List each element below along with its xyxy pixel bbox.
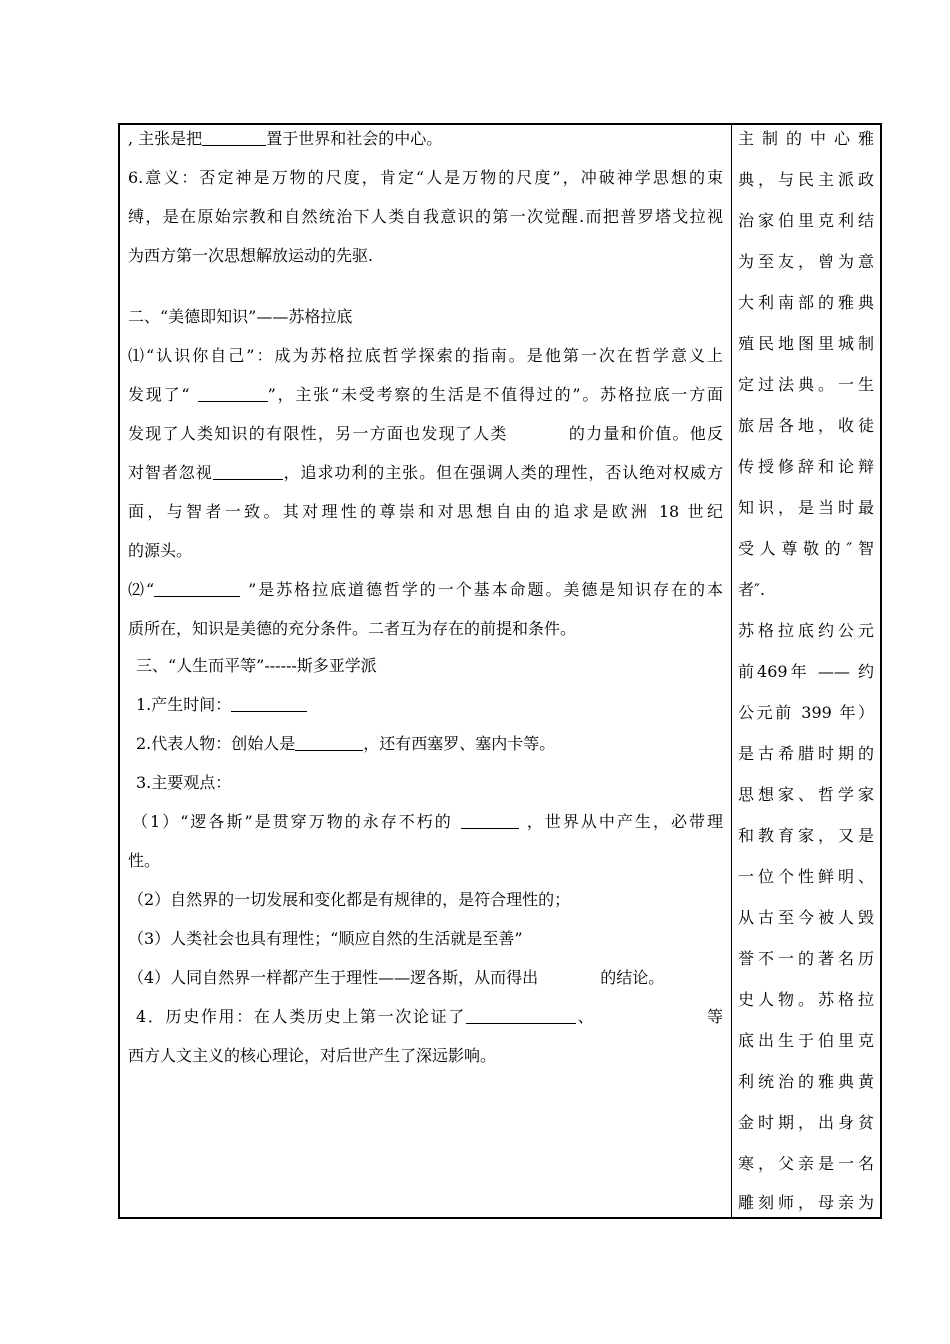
side-note-line: 大利南部的雅典 bbox=[738, 293, 874, 312]
fill-blank bbox=[466, 1007, 576, 1024]
side-note-line: 雕刻师，母亲为 bbox=[738, 1193, 874, 1212]
side-note-line: 传授修辞和论辩 bbox=[738, 457, 874, 476]
side-note-line: 寒，父亲是一名 bbox=[738, 1154, 874, 1173]
text-line: （2）自然界的一切发展和变化都是有规律的，是符合理性的； bbox=[128, 890, 571, 909]
side-note-line: 前469年 —— 约 bbox=[738, 662, 874, 681]
text-line: 面，与智者一致。其对理性的尊崇和对思想自由的追求是欧洲 18 世纪 bbox=[128, 502, 723, 521]
section-heading: 三、“人生而平等”------斯多亚学派 bbox=[136, 656, 377, 675]
side-note-line: 定过法典。一生 bbox=[738, 375, 874, 394]
fill-blank bbox=[231, 695, 307, 712]
text-line: 性。 bbox=[128, 851, 161, 870]
side-note-line: 知识，是当时最 bbox=[738, 498, 874, 517]
side-note-line: 治家伯里克利结 bbox=[738, 211, 874, 230]
text-line: 缚，是在原始宗教和自然统治下人类自我意识的第一次觉醒.而把普罗塔戈拉视 bbox=[128, 207, 723, 226]
text-line: 为西方第一次思想解放运动的先驱. bbox=[128, 246, 374, 265]
side-note-line: 从古至今被人毁 bbox=[738, 908, 874, 927]
side-note-line: 誉不一的著名历 bbox=[738, 949, 874, 968]
side-note-line: 利统治的雅典黄 bbox=[738, 1072, 874, 1091]
side-note-line: 思想家、哲学家 bbox=[738, 785, 874, 804]
side-note-line: 者″. bbox=[738, 580, 766, 599]
side-note-line: 殖民地图里城制 bbox=[738, 334, 874, 353]
text-line: 6.意义：否定神是万物的尺度，肯定“人是万物的尺度”，冲破神学思想的束 bbox=[128, 168, 723, 187]
text-line: 发现了“ ”，主张“未受考察的生活是不值得过的”。苏格拉底一方面 bbox=[128, 385, 723, 404]
fill-blank bbox=[213, 463, 283, 480]
text-line: ⑴“认识你自己”：成为苏格拉底哲学探索的指南。是他第一次在哲学意义上 bbox=[128, 346, 723, 365]
text-line: , 主张是把 置于世界和社会的中心。 bbox=[128, 129, 443, 148]
text-line: 的源头。 bbox=[128, 541, 193, 560]
text-line: 质所在，知识是美德的充分条件。二者互为存在的前提和条件。 bbox=[128, 619, 577, 638]
text-line: （4）人同自然界一样都产生于理性——逻各斯，从而得出 的结论。 bbox=[128, 968, 665, 987]
text-line: （3）人类社会也具有理性；“顺应自然的生活就是至善” bbox=[128, 929, 523, 948]
fill-blank bbox=[461, 812, 519, 829]
text-line: 发现了人类知识的有限性，另一方面也发现了人类 的力量和价值。他反 bbox=[128, 424, 723, 443]
side-note-line: 苏格拉底约公元 bbox=[738, 621, 874, 640]
document-table bbox=[118, 123, 882, 1219]
fill-blank bbox=[202, 129, 266, 146]
text-line: 4．历史作用：在人类历史上第一次论证了 、 等 bbox=[136, 1007, 723, 1026]
text-line: 西方人文主义的核心理论，对后世产生了深远影响。 bbox=[128, 1046, 497, 1065]
side-note-line: 金时期，出身贫 bbox=[738, 1113, 874, 1132]
fill-blank bbox=[295, 734, 363, 751]
side-note-line: 主制的中心雅 bbox=[738, 129, 874, 148]
text-line: （1）“逻各斯”是贯穿万物的永存不朽的 ，世界从中产生，必带理 bbox=[132, 812, 723, 831]
fill-blank bbox=[198, 385, 268, 402]
text-line: 2.代表人物：创始人是 ，还有西塞罗、塞内卡等。 bbox=[136, 734, 556, 753]
side-note-line: 和教育家，又是 bbox=[738, 826, 874, 845]
side-note-line: 底出生于伯里克 bbox=[738, 1031, 874, 1050]
side-note-line: 为至友，曾为意 bbox=[738, 252, 874, 271]
side-note-line: 典，与民主派政 bbox=[738, 170, 874, 189]
side-note-line: 史人物。苏格拉 bbox=[738, 990, 874, 1009]
side-note-line: 旅居各地，收徒 bbox=[738, 416, 874, 435]
sidebar-notes-column bbox=[732, 125, 880, 1217]
side-note-line: 公元前 399 年） bbox=[738, 703, 874, 722]
side-note-line: 是古希腊时期的 bbox=[738, 744, 874, 763]
main-content-column bbox=[120, 125, 732, 1217]
text-line: 对智者忽视 ，追求功利的主张。但在强调人类的理性，否认绝对权威方 bbox=[128, 463, 723, 482]
fill-blank bbox=[154, 580, 240, 597]
side-note-line: 一位个性鲜明、 bbox=[738, 867, 874, 886]
side-note-line: 受人尊敬的″智 bbox=[738, 539, 874, 558]
text-line: 1.产生时间： bbox=[136, 695, 723, 715]
section-heading: 二、“美德即知识”——苏格拉底 bbox=[128, 307, 353, 326]
text-line: ⑵“ ”是苏格拉底道德哲学的一个基本命题。美德是知识存在的本 bbox=[128, 580, 723, 599]
text-line: 3.主要观点： bbox=[136, 773, 232, 792]
